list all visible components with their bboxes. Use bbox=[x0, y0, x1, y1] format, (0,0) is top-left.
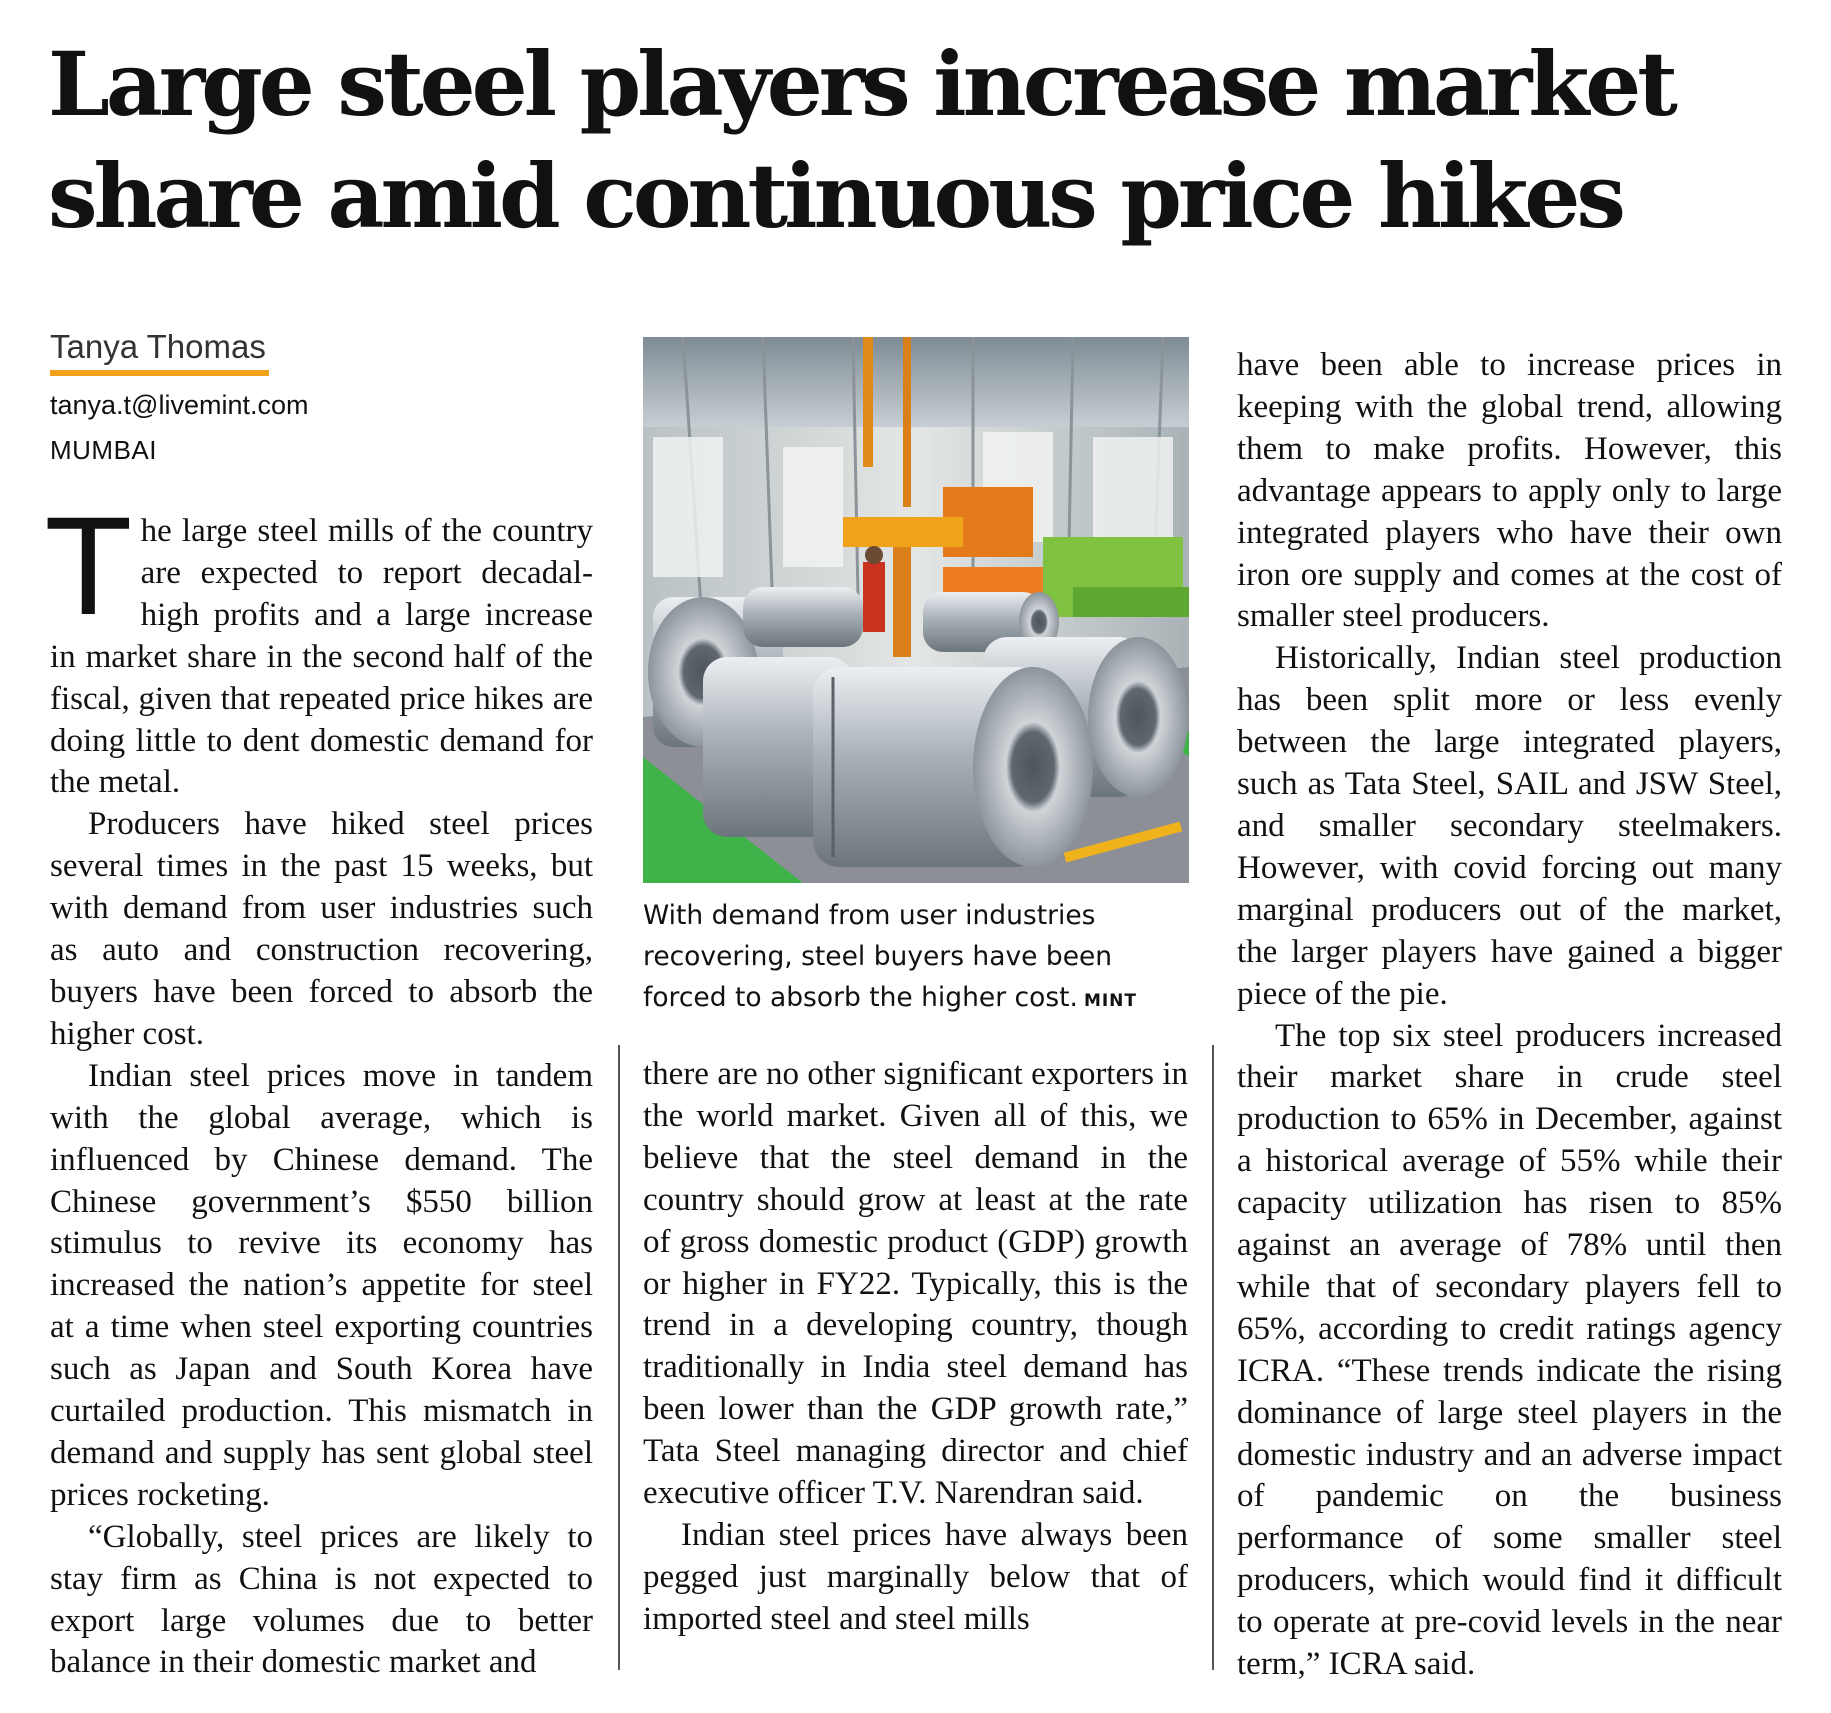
paragraph: have been able to increase prices in keeping with the global trend, allowing them to make profits. However, this advantage appears to apply only to large integrated players who have their own iron ore supply and comes at the cost of smaller steel producers. bbox=[1237, 347, 1782, 635]
column-divider bbox=[618, 1045, 620, 1670]
paragraph: Indian steel prices move in tandem with the global average, which is influenced by Chinese demand. The Chinese government’s $550 billion stimulus to revive its economy has increased the nation’s appetite for steel at a time when steel exporting countries such as Japan and South Korea have curtailed production. This mismatch in demand and supply has sent global steel prices rocketing. bbox=[50, 1057, 593, 1513]
article-column-2 bbox=[643, 1054, 1188, 1641]
author-name: Tanya Thomas bbox=[50, 328, 266, 365]
author-underline bbox=[50, 370, 269, 376]
article-column-3 bbox=[1237, 345, 1782, 1686]
dateline-city: MUMBAI bbox=[50, 435, 157, 465]
steel-coils-photo bbox=[643, 337, 1189, 883]
article-column-1 bbox=[48, 492, 593, 1684]
caption-text: With demand from user industries recovering, steel buyers have been forced to absorb the higher cost. bbox=[643, 900, 1113, 1013]
author-email: tanya.t@livemint.com bbox=[50, 390, 309, 420]
paragraph: there are no other significant exporters in the world market. Given all of this, we believe that the steel demand in the country should grow at least at the rate of gross domestic product (GDP) growth or higher in FY22. Typically, this is the trend in a developing country, though traditionally in India steel demand has been lower than the GDP growth rate,” Tata Steel managing director and chief executive officer T.V. Narendran said. bbox=[643, 1056, 1188, 1512]
photo-credit: MINT bbox=[1083, 991, 1138, 1011]
paragraph bbox=[48, 492, 593, 804]
paragraph-text: he large steel mills of the country are expected to report decadal-high profits and a large increase in market share in the second half of the fiscal, given that repeated price hikes are doing little to dent domestic demand for the metal. bbox=[50, 513, 593, 801]
photo-illustration bbox=[643, 337, 1189, 883]
photo-caption bbox=[643, 895, 1193, 1022]
paragraph: Historically, Indian steel production has been split more or less evenly between the large integrated players, such as Tata Steel, SAIL and JSW Steel, and smaller secondary steelmakers. However, with covid forcing out many marginal producers out of the market, the larger players have gained a bigger piece of the pie. bbox=[1237, 640, 1782, 1012]
paragraph: The top six steel producers increased their market share in crude steel production to 65% in December, against a historical average of 55% while their capacity utilization has risen to 85% against an average of 78% until then while that of secondary players fell to 65%, according to credit ratings agency ICRA. “These trends indicate the rising dominance of large steel players in the domestic industry and an adverse impact of pandemic on the business performance of some smaller steel producers, which would find it difficult to operate at pre-covid levels in the near term,” ICRA said. bbox=[1237, 1017, 1782, 1683]
drop-cap: T bbox=[48, 492, 129, 646]
paragraph: Indian steel prices have always been pegged just marginally below that of imported steel and steel mills bbox=[643, 1516, 1188, 1637]
headline: Large steel players increase market share amid continuous price hikes bbox=[48, 32, 1674, 248]
paragraph: “Globally, steel prices are likely to stay firm as China is not expected to export large volumes due to better balance in their domestic market and bbox=[50, 1518, 593, 1681]
column-divider bbox=[1212, 1045, 1214, 1670]
paragraph: Producers have hiked steel prices several times in the past 15 weeks, but with demand from user industries such as auto and construction recovering, buyers have been forced to absorb the higher cost. bbox=[50, 806, 593, 1052]
byline bbox=[50, 328, 550, 466]
